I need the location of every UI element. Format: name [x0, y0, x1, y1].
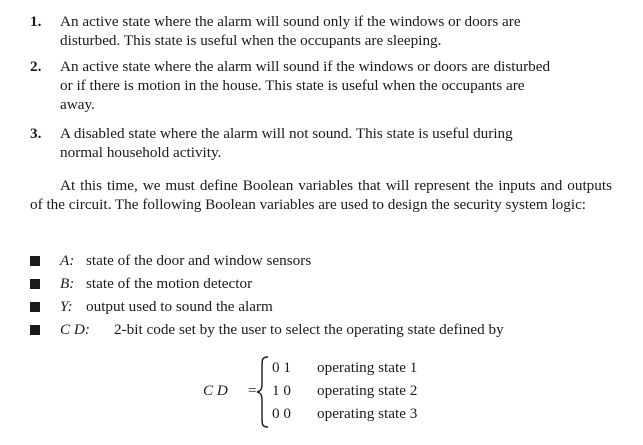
item-text — [60, 12, 640, 50]
equation-lhs: C D — [203, 382, 228, 399]
item-line: or if there is motion in the house. This state is useful when the occupants are — [60, 77, 525, 94]
variable-name: A: — [60, 252, 75, 269]
item-text — [60, 124, 640, 162]
code-value: 0 0 — [272, 405, 291, 422]
item-line: An active state where the alarm will sound if the windows or doors are disturbed — [60, 58, 551, 75]
variable-description: output used to sound the alarm — [86, 298, 273, 315]
bullet-item-a — [30, 251, 630, 273]
variable-description: state of the door and window sensors — [86, 252, 312, 269]
variable-name: C D: — [60, 321, 90, 338]
item-line: A disabled state where the alarm will not sound. This state is useful during — [60, 125, 513, 142]
bullet-square-icon — [30, 256, 40, 266]
bullet-item-cd — [30, 320, 630, 342]
variable-description: 2-bit code set by the user to select the operating state defined by — [114, 321, 504, 338]
code-value: 0 1 — [272, 359, 291, 376]
item-number: 1. — [30, 13, 42, 30]
variable-description: state of the motion detector — [86, 275, 253, 292]
state-label: operating state 3 — [317, 405, 418, 422]
variable-name: Y: — [60, 298, 73, 315]
variable-name: B: — [60, 275, 75, 292]
item-line: away. — [60, 96, 95, 113]
item-text — [60, 57, 640, 114]
item-line: disturbed. This state is useful when the occupants are sleeping. — [60, 32, 442, 49]
left-brace-icon — [256, 356, 270, 428]
state-label: operating state 2 — [317, 382, 418, 399]
bullet-square-icon — [30, 279, 40, 289]
code-value: 1 0 — [272, 382, 291, 399]
state-label: operating state 1 — [317, 359, 418, 376]
bullet-item-y — [30, 297, 630, 319]
equation-equals: = — [248, 382, 257, 399]
bullet-square-icon — [30, 325, 40, 335]
item-line: normal household activity. — [60, 144, 222, 161]
bullet-square-icon — [30, 302, 40, 312]
item-line: An active state where the alarm will sound only if the windows or doors are — [60, 13, 521, 30]
bullet-item-b — [30, 274, 630, 296]
body-paragraph: At this time, we must define Boolean variables that will represent the inputs and outputs of the circuit. The following Boolean variables are used to design the security system logic: — [30, 177, 612, 213]
item-number: 2. — [30, 58, 42, 75]
item-number: 3. — [30, 125, 42, 142]
